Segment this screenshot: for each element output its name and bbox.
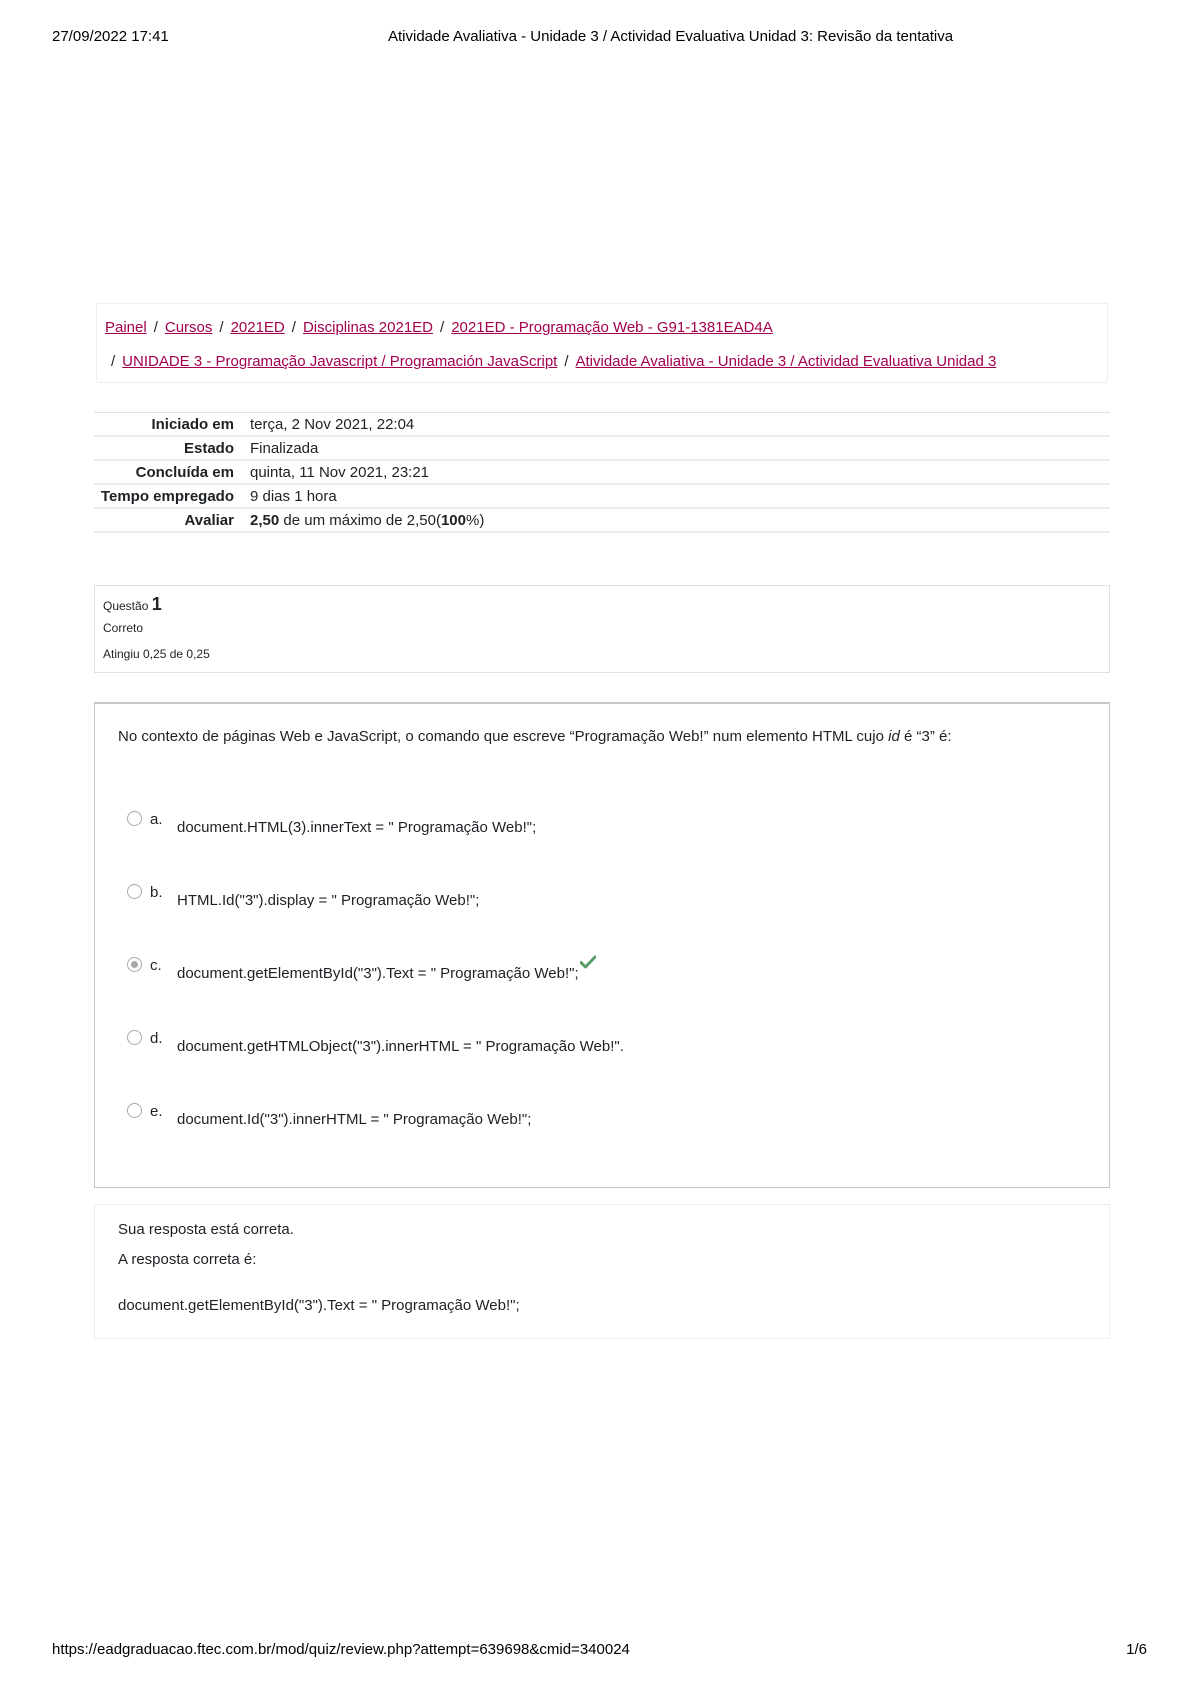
feedback-correct-answer: document.getElementById("3").Text = " Programação Web!"; [118,1297,520,1314]
answer-list [118,811,1086,1176]
answer-radio[interactable] [127,884,142,899]
breadcrumb-link-unit[interactable]: UNIDADE 3 - Programação Javascript / Programación JavaScript [122,353,558,370]
feedback-result: Sua resposta está correta. [118,1221,294,1238]
answer-letter: c. [150,957,162,974]
answer-option-a[interactable] [118,811,1086,884]
summary-value: quinta, 11 Nov 2021, 23:21 [250,464,430,481]
question-label: Questão [103,599,149,613]
question-text [118,728,1086,745]
question-text-part: é “3” é: [899,728,952,745]
print-url: https://eadgraduacao.ftec.com.br/mod/quiz/review.php?attempt=639698&cmid=340024 [52,1641,630,1658]
summary-label: Concluída em [135,464,234,481]
summary-row-grade [94,509,1110,533]
summary-row-completed [94,461,1110,485]
grade-text: de um máximo de 2,50( [283,512,441,529]
breadcrumb-link-cursos[interactable]: Cursos [164,319,213,336]
summary-row-time [94,485,1110,509]
print-page-title: Atividade Avaliativa - Unidade 3 / Actividad Evaluativa Unidad 3: Revisão da tentativa [388,28,954,45]
breadcrumb-line-2 [105,350,1107,384]
summary-value: 9 dias 1 hora [250,488,337,505]
check-icon [580,955,594,969]
summary-value [246,512,1110,529]
print-datetime: 27/09/2022 17:41 [52,28,169,45]
breadcrumb-separator: / [111,353,116,370]
answer-radio[interactable] [127,1030,142,1045]
summary-label: Iniciado em [151,416,234,433]
answer-letter: a. [150,811,163,828]
summary-label: Avaliar [184,512,234,529]
summary-row-state [94,437,1110,461]
answer-radio-selected[interactable] [127,957,142,972]
breadcrumb-separator: / [219,319,224,336]
summary-label: Tempo empregado [100,488,234,505]
breadcrumb-separator: / [564,353,569,370]
question-state: Correto [103,621,144,635]
answer-radio[interactable] [127,811,142,826]
summary-value: terça, 2 Nov 2021, 22:04 [250,416,415,433]
breadcrumb-link-painel[interactable]: Painel [105,319,147,336]
question-text-italic: id [888,728,900,745]
feedback-correct-label: A resposta correta é: [118,1251,257,1268]
answer-option-d[interactable] [118,1030,1086,1103]
grade-text-end: %) [465,512,485,529]
print-footer [52,1641,1147,1663]
question-number [103,594,1101,615]
answer-option-e[interactable] [118,1103,1086,1176]
grade-score: 2,50 [250,512,280,529]
breadcrumb-separator: / [440,319,445,336]
breadcrumb-line-1 [105,316,1107,350]
summary-label: Estado [183,440,234,457]
answer-text-wrapper [177,965,594,982]
answer-option-b[interactable] [118,884,1086,957]
breadcrumb-separator: / [153,319,158,336]
answer-letter: e. [150,1103,163,1120]
breadcrumb-link-activity[interactable]: Atividade Avaliativa - Unidade 3 / Actividad Evaluativa Unidad 3 [575,353,997,370]
breadcrumb-separator: / [291,319,296,336]
question-text-part: No contexto de páginas Web e JavaScript, o comando que escreve “Programação Web!” num elemento HTML cujo [118,728,889,745]
answer-text: HTML.Id("3").display = " Programação Web!"; [177,892,480,909]
summary-value: Finalizada [250,440,319,457]
breadcrumb-link-disciplinas[interactable]: Disciplinas 2021ED [302,319,434,336]
summary-row-started [94,413,1110,437]
question-content-box [94,702,1110,1188]
answer-radio[interactable] [127,1103,142,1118]
attempt-summary-table [94,412,1110,533]
question-info-box [94,585,1110,673]
answer-text: document.Id("3").innerHTML = " Programação Web!"; [177,1111,532,1128]
feedback-box [94,1204,1110,1339]
answer-letter: b. [150,884,163,901]
answer-option-c[interactable] [118,957,1086,1030]
grade-percent: 100 [440,512,466,529]
question-grade: Atingiu 0,25 de 0,25 [103,647,210,661]
answer-text: document.getHTMLObject("3").innerHTML = " Programação Web!". [177,1038,624,1055]
breadcrumb-link-2021ed[interactable]: 2021ED [230,319,285,336]
answer-text: document.HTML(3).innerText = " Programação Web!"; [177,819,537,836]
breadcrumb [96,303,1108,383]
breadcrumb-link-course[interactable]: 2021ED - Programação Web - G91-1381EAD4A [451,319,773,336]
print-header [52,28,1147,50]
answer-letter: d. [150,1030,163,1047]
question-number-value: 1 [151,594,162,614]
print-page-number: 1/6 [1126,1641,1147,1658]
answer-text: document.getElementById("3").Text = " Programação Web!"; [177,965,579,982]
